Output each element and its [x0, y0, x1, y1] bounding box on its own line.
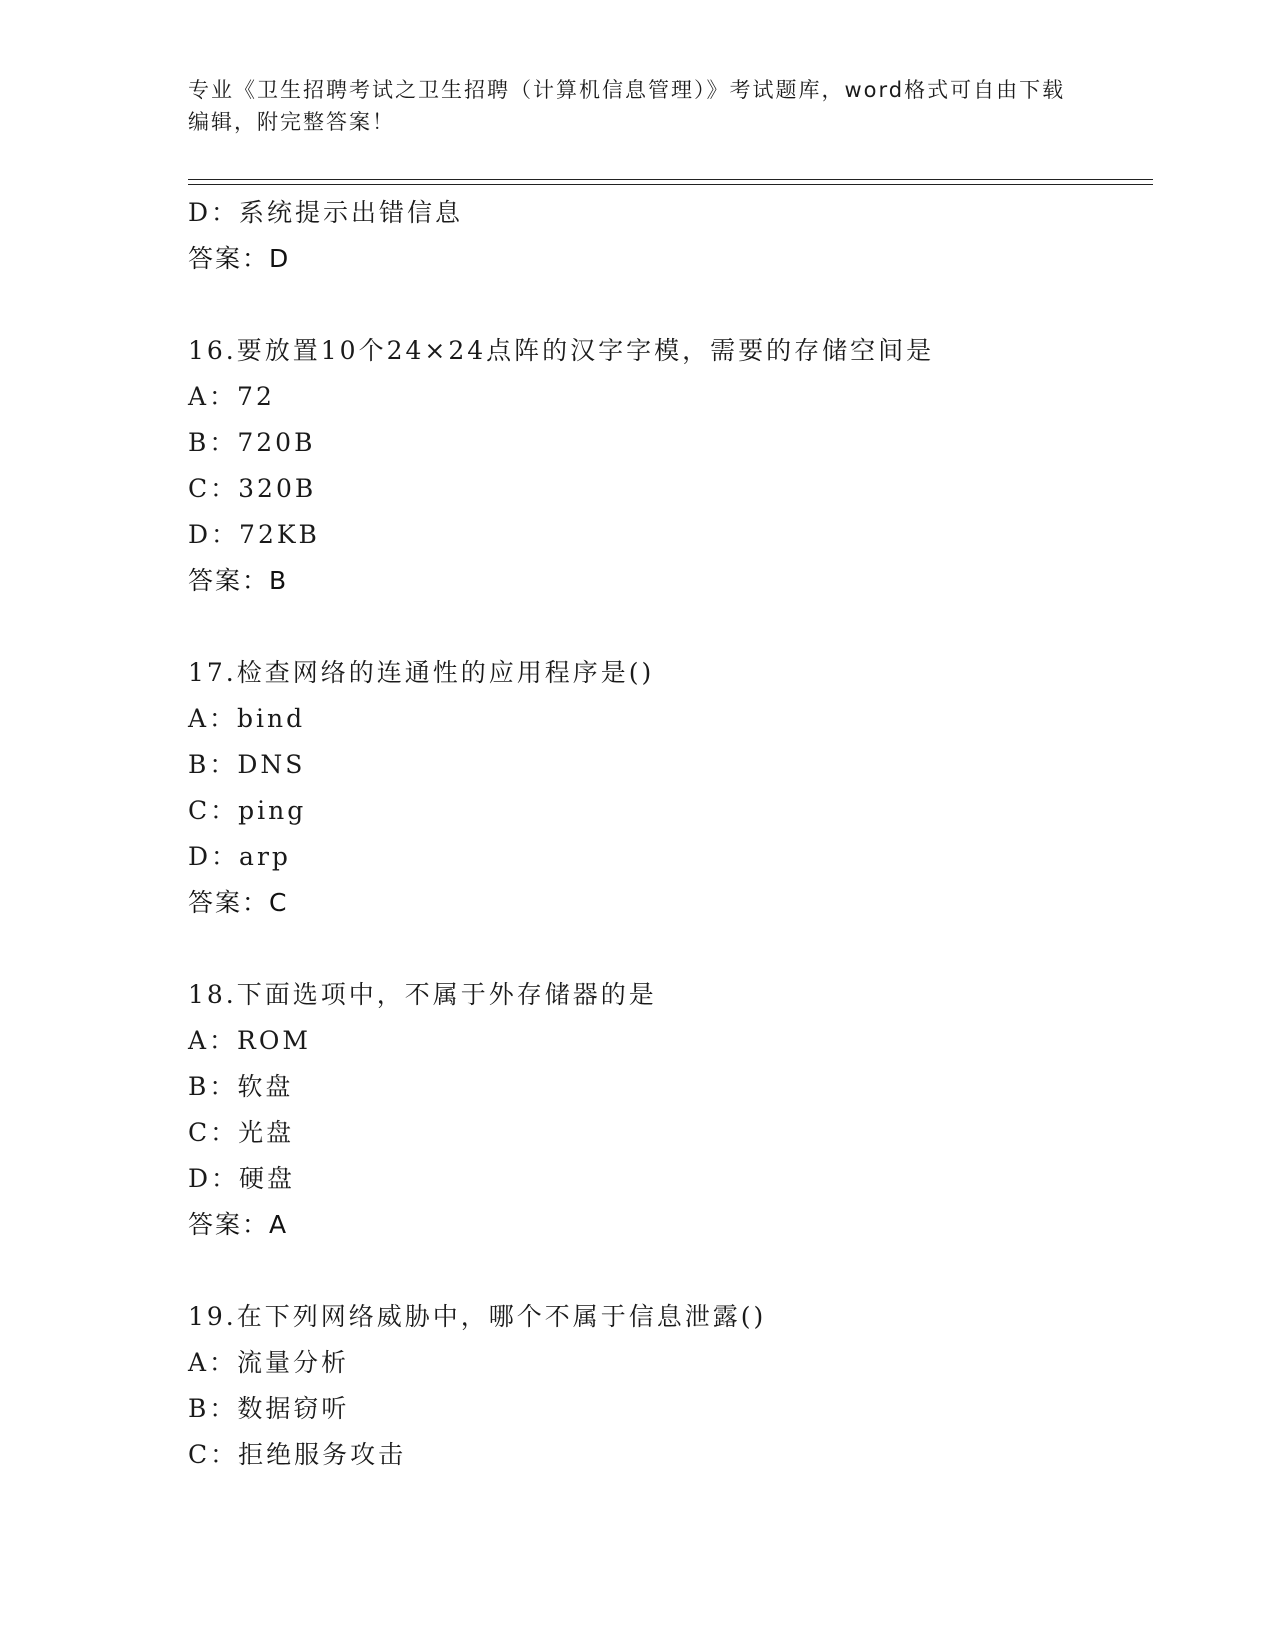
- spacer: [188, 926, 1153, 972]
- option-c: C：拒绝服务攻击: [188, 1440, 407, 1469]
- question-stem: 16.要放置10个24×24点阵的汉字字模，需要的存储空间是: [188, 336, 935, 365]
- spacer: [188, 604, 1153, 650]
- answer-line: 答案：A: [188, 1210, 289, 1239]
- question-fragment: [188, 190, 1153, 282]
- question-18: [188, 972, 1153, 1248]
- option-d: D：72KB: [188, 520, 320, 549]
- document-header: 专业《卫生招聘考试之卫生招聘（计算机信息管理）》考试题库，word格式可自由下载编辑，附完整答案！: [188, 78, 1066, 134]
- option-a: A：bind: [188, 704, 306, 733]
- option-b: B：DNS: [188, 750, 306, 779]
- option-b: B：软盘: [188, 1072, 294, 1101]
- spacer: [188, 1248, 1153, 1294]
- answer-line: 答案：C: [188, 888, 289, 917]
- header-rule-bottom: [188, 184, 1153, 185]
- option-d: D：arp: [188, 842, 291, 871]
- option-c: C：320B: [188, 474, 317, 503]
- option-a: A：流量分析: [188, 1348, 350, 1377]
- answer-line: 答案：D: [188, 244, 291, 273]
- header-rule-top: [188, 179, 1153, 180]
- option-c: C：光盘: [188, 1118, 295, 1147]
- question-19: [188, 1294, 1153, 1478]
- option-d: D：系统提示出错信息: [188, 198, 464, 227]
- option-a: A：72: [188, 382, 275, 411]
- answer-line: 答案：B: [188, 566, 289, 595]
- question-stem: 19.在下列网络威胁中，哪个不属于信息泄露(): [188, 1302, 767, 1331]
- document-body: [188, 190, 1153, 1478]
- question-stem: 18.下面选项中，不属于外存储器的是: [188, 980, 657, 1009]
- option-d: D：硬盘: [188, 1164, 296, 1193]
- option-c: C：ping: [188, 796, 307, 825]
- option-b: B：720B: [188, 428, 316, 457]
- question-16: [188, 328, 1153, 604]
- question-17: [188, 650, 1153, 926]
- question-stem: 17.检查网络的连通性的应用程序是(): [188, 658, 655, 687]
- spacer: [188, 282, 1153, 328]
- option-a: A：ROM: [188, 1026, 311, 1055]
- option-b: B：数据窃听: [188, 1394, 350, 1423]
